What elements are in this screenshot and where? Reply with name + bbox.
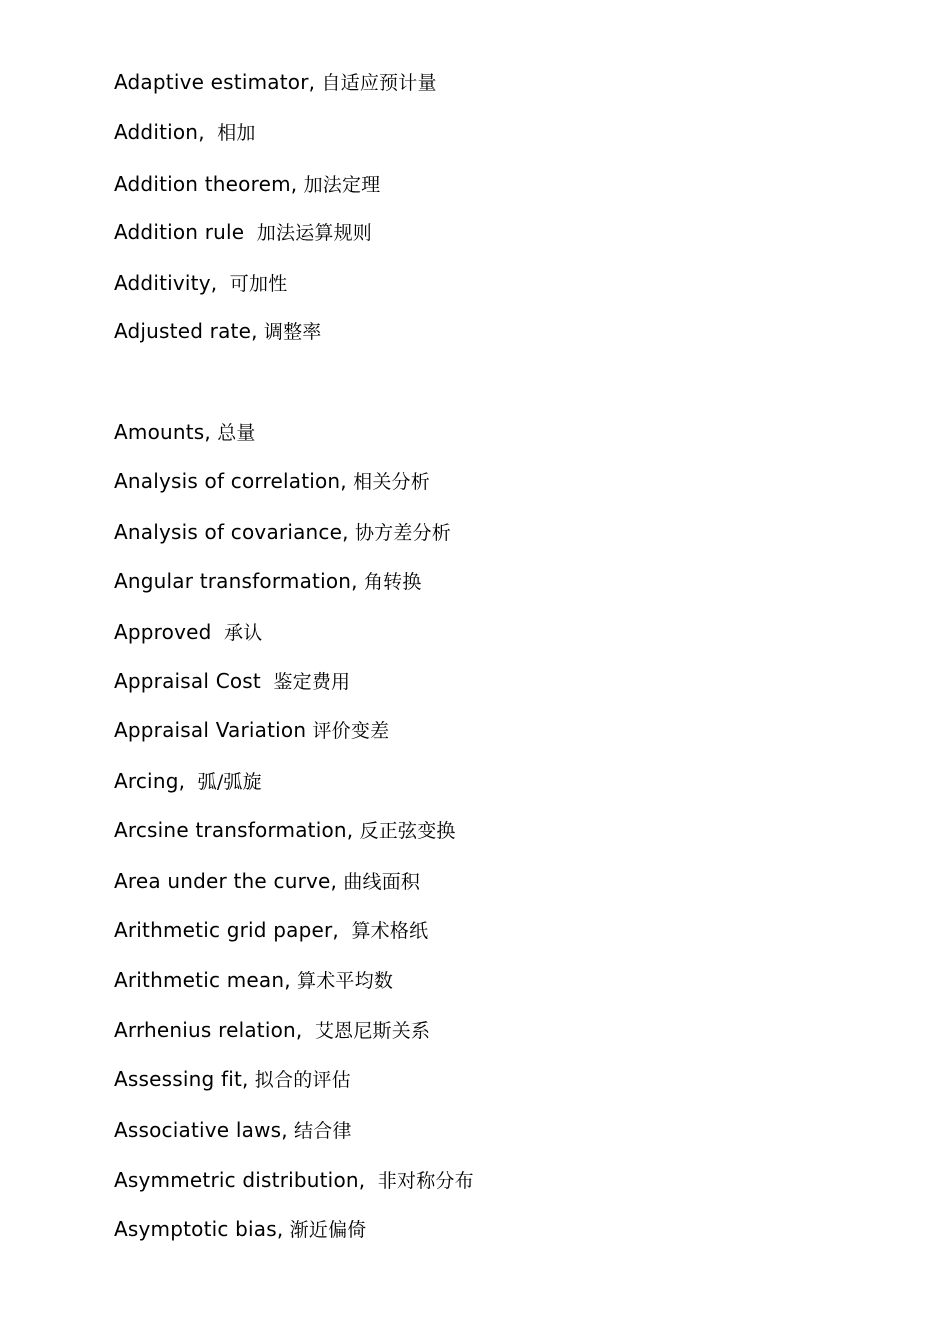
entry-chinese: 鉴定费用	[260, 671, 351, 693]
entry-chinese: 相加	[204, 122, 256, 144]
glossary-entry	[114, 967, 393, 994]
entry-chinese: 艾恩尼斯关系	[302, 1020, 431, 1042]
entry-chinese: 加法定理	[297, 174, 381, 196]
entry-chinese: 协方差分析	[348, 522, 451, 544]
glossary-entry	[114, 619, 262, 646]
entry-english: Appraisal Cost	[114, 669, 261, 693]
glossary-entry	[114, 270, 287, 297]
entry-english: Addition theorem,	[114, 172, 298, 196]
glossary-entry	[114, 219, 372, 246]
entry-chinese: 曲线面积	[337, 871, 421, 893]
entry-english: Asymmetric distribution,	[114, 1168, 366, 1192]
entry-english: Addition,	[114, 120, 205, 144]
entry-english: Arithmetic grid paper,	[114, 918, 339, 942]
glossary-entry	[114, 119, 256, 146]
entry-chinese: 反正弦变换	[353, 820, 456, 842]
glossary-entry	[114, 717, 389, 744]
entry-english: Arrhenius relation,	[114, 1018, 303, 1042]
entry-english: Adaptive estimator,	[114, 70, 316, 94]
entry-english: Addition rule	[114, 220, 245, 244]
glossary-entry	[114, 768, 262, 795]
entry-english: Assessing fit,	[114, 1067, 249, 1091]
glossary-entry	[114, 419, 256, 446]
glossary-entry	[114, 817, 456, 844]
entry-chinese: 加法运算规则	[244, 222, 372, 244]
glossary-entry	[114, 468, 430, 495]
glossary-entry	[114, 69, 437, 96]
glossary-entry	[114, 519, 451, 546]
entry-chinese: 角转换	[357, 571, 422, 593]
entry-chinese: 可加性	[217, 273, 288, 295]
entry-chinese: 算术格纸	[338, 920, 429, 942]
entry-english: Arithmetic mean,	[114, 968, 291, 992]
entry-chinese: 自适应预计量	[315, 72, 437, 94]
entry-chinese: 结合律	[287, 1120, 352, 1142]
entry-english: Associative laws,	[114, 1118, 288, 1142]
glossary-entry	[114, 917, 428, 944]
entry-english: Angular transformation,	[114, 569, 358, 593]
entry-chinese: 评价变差	[306, 720, 390, 742]
entry-english: Asymptotic bias,	[114, 1217, 284, 1241]
entry-chinese: 相关分析	[346, 471, 430, 493]
entry-english: Analysis of correlation,	[114, 469, 347, 493]
entry-english: Arcing,	[114, 769, 186, 793]
entry-english: Amounts,	[114, 420, 211, 444]
entry-english: Additivity,	[114, 271, 218, 295]
glossary-entry	[114, 1017, 430, 1044]
entry-chinese: 弧/弧旋	[185, 771, 262, 793]
entry-english: Area under the curve,	[114, 869, 338, 893]
glossary-entry	[114, 1117, 352, 1144]
entry-chinese: 拟合的评估	[248, 1069, 351, 1091]
glossary-entry	[114, 868, 420, 895]
entry-chinese: 非对称分布	[365, 1170, 474, 1192]
glossary-entry	[114, 1167, 474, 1194]
entry-chinese: 承认	[211, 622, 263, 644]
entry-english: Arcsine transformation,	[114, 818, 354, 842]
entry-english: Adjusted rate,	[114, 319, 258, 343]
entry-chinese: 算术平均数	[290, 970, 394, 992]
entry-english: Appraisal Variation	[114, 718, 307, 742]
glossary-entry	[114, 568, 422, 595]
entry-chinese: 调整率	[257, 321, 322, 343]
entry-english: Analysis of covariance,	[114, 520, 349, 544]
glossary-entry	[114, 171, 380, 198]
glossary-entry	[114, 1216, 366, 1243]
glossary-entry	[114, 668, 350, 695]
entry-chinese: 渐近偏倚	[283, 1219, 367, 1241]
glossary-entry	[114, 1066, 351, 1093]
entry-chinese: 总量	[210, 422, 256, 444]
entry-english: Approved	[114, 620, 212, 644]
glossary-entry	[114, 318, 322, 345]
